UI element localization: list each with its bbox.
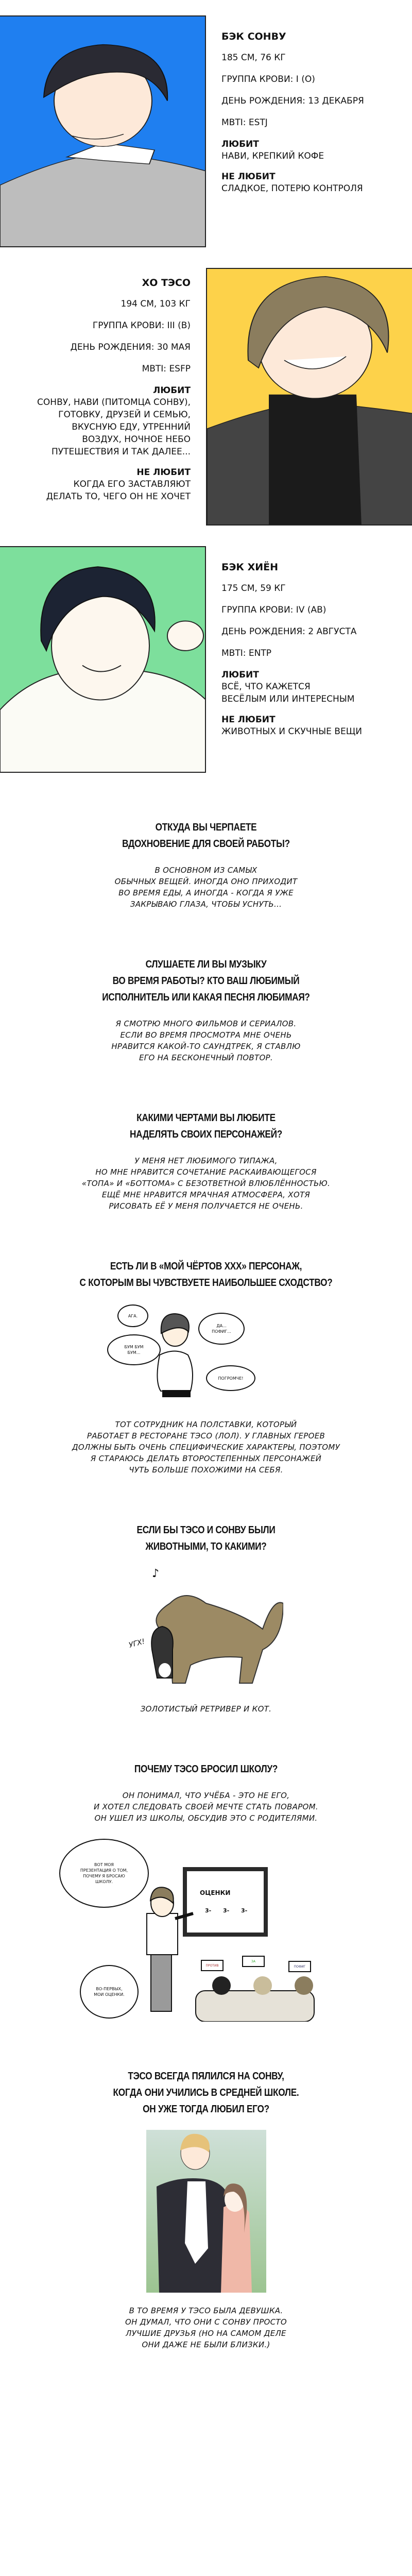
profile-taeso — [37, 277, 191, 512]
answer-traits: У МЕНЯ НЕТ ЛЮБИМОГО ТИПАЖА, НО МНЕ НРАВИТСЯ СОЧЕТАНИЕ РАСКАИВАЮЩЕГОСЯ «ТОПА» И «БОТТОМА» С БЕЗОТВЕТНОЙ ВЛЮБЛЁННОСТЬЮ. ЕЩЁ МНЕ НРАВИТСЯ МРАЧНАЯ АТМОСФЕРА, ХОТЯ РИСОВАТЬ ЕЁ У МЕНЯ ПОЛУЧАЕТСЯ НЕ ОЧЕНЬ. — [81, 1156, 331, 1211]
profile-row-sonwoo — [0, 15, 412, 247]
likes-label: ЛЮБИТ — [221, 139, 259, 149]
qa-animals — [0, 1522, 412, 1715]
blood-type: ГРУППА КРОВИ: III (B) — [92, 320, 191, 331]
answer-music: Я СМОТРЮ МНОГО ФИЛЬМОВ И СЕРИАЛОВ. ЕСЛИ ВО ВРЕМЯ ПРОСМОТРА МНЕ ОЧЕНЬ НРАВИТСЯ КАКОЙ-ТО САУНДТРЕК, Я СТАВЛЮ ЕГО НА БЕСКОНЕЧНЫЙ ПОВТОР. — [111, 1019, 301, 1062]
likes-value: НАВИ, КРЕПКИЙ КОФЕ — [221, 151, 324, 161]
screen-title: ОЦЕНКИ — [200, 1889, 231, 1896]
question-inspiration: ОТКУДА ВЫ ЧЕРПАЕТЕ ВДОХНОВЕНИЕ ДЛЯ СВОЕЙ РАБОТЫ? — [122, 822, 290, 850]
character-name: БЭК СОНВУ — [221, 31, 286, 42]
dog-and-cat-illustration — [129, 1567, 283, 1691]
music-note-icon: ♪ — [152, 1567, 160, 1580]
taeso-portrait — [206, 268, 412, 526]
character-name: ХО ТЭСО — [142, 277, 191, 289]
speech-bubble: ВО-ПЕРВЫХ, МОИ ОЦЕНКИ. — [80, 1965, 139, 2019]
likes-label: ЛЮБИТ — [153, 385, 191, 396]
likes-value: ВСЁ, ЧТО КАЖЕТСЯ ВЕСЁЛЫМ ИЛИ ИНТЕРЕСНЫМ — [221, 682, 355, 704]
blood-type: ГРУППА КРОВИ: I (O) — [221, 74, 315, 84]
profile-row-taeso — [0, 268, 412, 526]
question-animals: ЕСЛИ БЫ ТЭСО И СОНВУ БЫЛИ ЖИВОТНЫМИ, ТО КАКИМИ? — [136, 1524, 276, 1552]
question-crush: ТЭСО ВСЕГДА ПЯЛИЛСЯ НА СОНВУ, КОГДА ОНИ УЧИЛИСЬ В СРЕДНЕЙ ШКОЛЕ. ОН УЖЕ ТОГДА ЛЮБИЛ ЕГО? — [113, 2071, 299, 2115]
answer-similar-character: ТОТ СОТРУДНИК НА ПОЛСТАВКИ, КОТОРЫЙ РАБОТАЕТ В РЕСТОРАНЕ ТЭСО (ЛОЛ). У ГЛАВНЫХ ГЕРОЕВ ДОЛЖНЫ БЫТЬ ОЧЕНЬ СПЕЦИФИЧЕСКИЕ ХАРАКТЕРЫ, ПОЭТОМУ Я СТАРАЮСЬ ДЕЛАТЬ ВТОРОСТЕПЕННЫХ ПЕРСОНАЖЕЙ ЧУТЬ БОЛЬШЕ ПОХОЖИМИ НА СЕБЯ. — [72, 1420, 340, 1475]
blood-type: ГРУППА КРОВИ: IV (AB) — [221, 605, 327, 615]
speech-bubble: ПОГРОМЧЕ! — [206, 1365, 255, 1391]
speech-bubble: ВОТ МОЯ ПРЕЗЕНТАЦИЯ О ТОМ, ПОЧЕМУ Я БРОСАЮ ШКОЛУ. — [59, 1839, 149, 1908]
qa-traits — [0, 1110, 412, 1212]
dislikes-label: НЕ ЛЮБИТ — [221, 715, 276, 725]
presentation-illustration — [52, 1836, 360, 2022]
question-similar-character: ЕСТЬ ЛИ В «МОЙ ЧЁРТОВ ХХХ» ПЕРСОНАЖ, С КОТОРЫМ ВЫ ЧУВСТВУЕТЕ НАИБОЛЬШЕЕ СХОДСТВО? — [79, 1261, 333, 1289]
height-weight: 175 СМ, 59 КГ — [221, 583, 286, 594]
qa-similar-character — [0, 1258, 412, 1476]
dislikes-value: СЛАДКОЕ, ПОТЕРЮ КОНТРОЛЯ — [221, 183, 363, 194]
character-name: БЭК ХИЁН — [221, 562, 279, 573]
birthday: ДЕНЬ РОЖДЕНИЯ: 30 МАЯ — [70, 342, 191, 352]
profile-row-hiyeon — [0, 546, 412, 773]
profile-sonwoo — [221, 31, 364, 204]
sign-for: ЗА — [242, 1956, 265, 1967]
answer-crush: В ТО ВРЕМЯ У ТЭСО БЫЛА ДЕВУШКА. ОН ДУМАЛ, ЧТО ОНИ С СОНВУ ПРОСТО ЛУЧШИЕ ДРУЗЬЯ (НО НА САМОМ ДЕЛЕ ОНИ ДАЖЕ НЕ БЫЛИ БЛИЗКИ.) — [125, 2306, 287, 2349]
grade: 3- — [223, 1907, 230, 1914]
hiyeon-portrait — [0, 546, 206, 773]
likes-label: ЛЮБИТ — [221, 670, 259, 680]
speech-bubble: АГА. — [117, 1304, 148, 1327]
answer-dropout: ОН ПОНИМАЛ, ЧТО УЧЁБА - ЭТО НЕ ЕГО, И ХОТЕЛ СЛЕДОВАТЬ СВОЕЙ МЕЧТЕ СТАТЬ ПОВАРОМ. ОН УШЕЛ ИЗ ШКОЛЫ, ОБСУДИВ ЭТО С РОДИТЕЛЯМИ. — [94, 1791, 318, 1823]
part-timer-illustration — [103, 1303, 309, 1406]
qa-music — [0, 956, 412, 1063]
qa-dropout — [0, 1761, 412, 2022]
dislikes-label: НЕ ЛЮБИТ — [136, 467, 191, 478]
sign-against: ПРОТИВ — [201, 1960, 224, 1971]
speech-bubble: ДА... ПОФИГ... — [198, 1313, 245, 1345]
dislikes-label: НЕ ЛЮБИТ — [221, 172, 276, 182]
dislikes-value: КОГДА ЕГО ЗАСТАВЛЯЮТ ДЕЛАТЬ ТО, ЧЕГО ОН НЕ ХОЧЕТ — [46, 479, 191, 502]
birthday: ДЕНЬ РОЖДЕНИЯ: 2 АВГУСТА — [221, 626, 357, 637]
dislikes-value: ЖИВОТНЫХ И СКУЧНЫЕ ВЕЩИ — [221, 726, 363, 737]
qa-inspiration — [0, 819, 412, 910]
height-weight: 194 СМ, 103 КГ — [121, 299, 191, 309]
cat-sound-effect: УГХ! — [128, 1637, 146, 1650]
profile-hiyeon — [221, 562, 362, 747]
sign-dont-care: ПОФИГ — [288, 1961, 311, 1972]
qa-crush — [0, 2068, 412, 2350]
mbti: MBTI: ESTJ — [221, 117, 268, 128]
answer-inspiration: В ОСНОВНОМ ИЗ САМЫХ ОБЫЧНЫХ ВЕЩЕЙ. ИНОГДА ОНО ПРИХОДИТ ВО ВРЕМЯ ЕДЫ, А ИНОГДА - КОГДА Я УЖЕ ЗАКРЫВАЮ ГЛАЗА, ЧТОБЫ УСНУТЬ... — [114, 866, 298, 909]
question-music: СЛУШАЕТЕ ЛИ ВЫ МУЗЫКУ ВО ВРЕМЯ РАБОТЫ? КТО ВАШ ЛЮБИМЫЙ ИСПОЛНИТЕЛЬ ИЛИ КАКАЯ ПЕСНЯ ЛЮБИМАЯ? — [102, 959, 310, 1003]
speech-bubble: БУМ БУМ БУМ... — [107, 1334, 161, 1365]
question-traits: КАКИМИ ЧЕРТАМИ ВЫ ЛЮБИТЕ НАДЕЛЯТЬ СВОИХ ПЕРСОНАЖЕЙ? — [130, 1112, 282, 1140]
answer-animals: ЗОЛОТИСТЫЙ РЕТРИВЕР И КОТ. — [140, 1704, 272, 1714]
mbti: MBTI: ENTP — [221, 648, 271, 658]
school-photo-illustration — [146, 2130, 266, 2293]
birthday: ДЕНЬ РОЖДЕНИЯ: 13 ДЕКАБРЯ — [221, 96, 364, 106]
question-dropout: ПОЧЕМУ ТЭСО БРОСИЛ ШКОЛУ? — [134, 1764, 278, 1775]
height-weight: 185 СМ, 76 КГ — [221, 53, 286, 63]
grade: 3- — [241, 1907, 248, 1914]
grade: 3- — [205, 1907, 212, 1914]
sonwoo-portrait — [0, 15, 206, 247]
mbti: MBTI: ESFP — [142, 364, 191, 374]
likes-value: СОНВУ, НАВИ (ПИТОМЦА СОНВУ), ГОТОВКУ, ДРУЗЕЙ И СЕМЬЮ, ВКУСНУЮ ЕДУ, УТРЕННИЙ ВОЗДУХ, НОЧНОЕ НЕБО ПУТЕШЕСТВИЯ И ТАК ДАЛЕЕ... — [37, 397, 191, 457]
